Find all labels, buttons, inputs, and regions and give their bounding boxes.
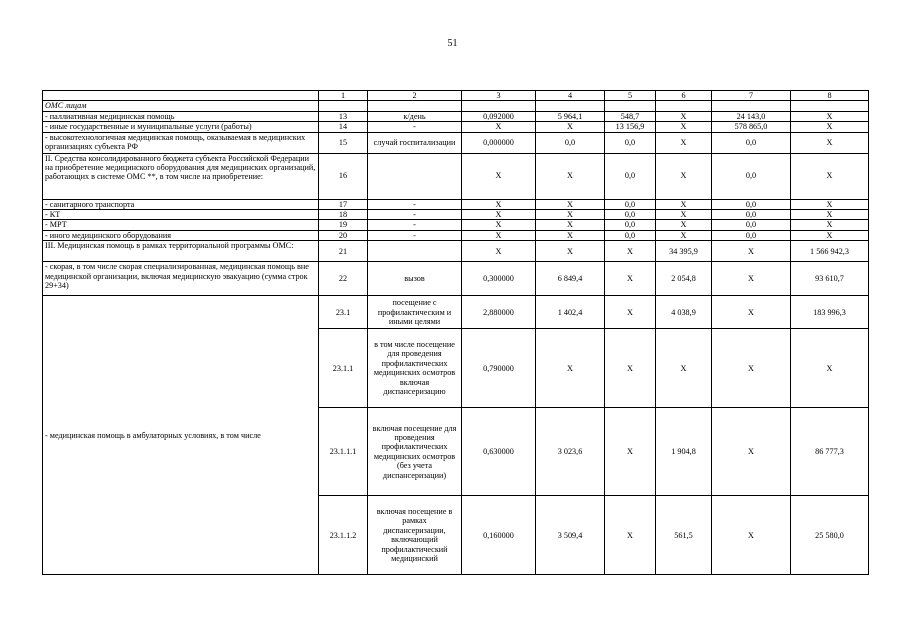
cell-c4: 5 964,1 xyxy=(536,111,605,121)
cell-unit: случай госпитализации xyxy=(368,132,462,153)
header-cell: 5 xyxy=(605,91,656,101)
cell-c3: 0,160000 xyxy=(462,496,536,575)
row-label: - паллиативная медицинская помощь xyxy=(43,111,319,121)
cell-c5: X xyxy=(605,262,656,296)
cell-c3: X xyxy=(462,199,536,209)
cell-c3: 0,092000 xyxy=(462,111,536,121)
cell-c3: 0,790000 xyxy=(462,329,536,408)
table-row-outpatient xyxy=(43,296,869,329)
cell-c5: 0,0 xyxy=(605,199,656,209)
cell-c7: X xyxy=(712,296,791,329)
financial-table xyxy=(42,90,869,575)
page-number: 51 xyxy=(447,38,458,49)
cell-num: 20 xyxy=(319,230,368,240)
row-label: - иные государственные и муниципальные услуги (работы) xyxy=(43,122,319,132)
table-row xyxy=(43,199,869,209)
cell-c8: X xyxy=(791,230,869,240)
row-label: - КТ xyxy=(43,210,319,220)
cell-c7: 0,0 xyxy=(712,220,791,230)
cell-num: 19 xyxy=(319,220,368,230)
row-label: III. Медицинская помощь в рамках территориальной программы ОМС: xyxy=(43,241,319,262)
outpatient-label: - медицинская помощь в амбулаторных условиях, в том числе xyxy=(43,296,319,575)
cell-c3: X xyxy=(462,241,536,262)
cell-c5: 548,7 xyxy=(605,111,656,121)
table-row xyxy=(43,262,869,296)
cell-c6: 34 395,9 xyxy=(656,241,712,262)
header-cell: 6 xyxy=(656,91,712,101)
cell-num: 13 xyxy=(319,111,368,121)
cell-num: 23.1.1.2 xyxy=(319,496,368,575)
cell-unit: посещение с профилактическим и иными целями xyxy=(368,296,462,329)
cell-c5: X xyxy=(605,329,656,408)
cell-c6: 2 054,8 xyxy=(656,262,712,296)
header-cell: 8 xyxy=(791,91,869,101)
cell-c8: 93 610,7 xyxy=(791,262,869,296)
cell-unit: включая посещение для проведения профилактических медицинских осмотров (без учета диспансеризации) xyxy=(368,408,462,496)
table-row xyxy=(43,220,869,230)
cell-c8: X xyxy=(791,132,869,153)
table-row xyxy=(43,241,869,262)
cell-c3: X xyxy=(462,220,536,230)
cell-c8: X xyxy=(791,199,869,209)
header-cell-empty xyxy=(43,91,319,101)
header-cell: 1 xyxy=(319,91,368,101)
cell-c8: X xyxy=(791,111,869,121)
cell-c3: 0,000000 xyxy=(462,132,536,153)
cell-c6: 4 038,9 xyxy=(656,296,712,329)
cell-c5: X xyxy=(605,496,656,575)
cell-c6: X xyxy=(656,220,712,230)
cell-num: 23.1.1 xyxy=(319,329,368,408)
cell-unit: - xyxy=(368,220,462,230)
row-label: - иного медицинского оборудования xyxy=(43,230,319,240)
cell-c6: X xyxy=(656,132,712,153)
row-label: - МРТ xyxy=(43,220,319,230)
cell-c4: X xyxy=(536,220,605,230)
cell-c5: 0,0 xyxy=(605,132,656,153)
cell-unit xyxy=(368,241,462,262)
table-row xyxy=(43,210,869,220)
cell-c4: 3 509,4 xyxy=(536,496,605,575)
cell-c5: 0,0 xyxy=(605,153,656,199)
header-cell: 4 xyxy=(536,91,605,101)
cell-c4: 0,0 xyxy=(536,132,605,153)
cell-num: 23.1 xyxy=(319,296,368,329)
header-cell: 2 xyxy=(368,91,462,101)
cell-c8: 1 566 942,3 xyxy=(791,241,869,262)
cell-c4: 1 402,4 xyxy=(536,296,605,329)
section-row xyxy=(43,101,869,111)
cell-c5: 0,0 xyxy=(605,230,656,240)
row-label: II. Средства консолидированного бюджета субъекта Российской Федерации на приобретение медицинского оборудования для медицинских организаций, работающих в системе ОМС **, в том числе на приобретение: xyxy=(43,153,319,199)
cell-c6: 561,5 xyxy=(656,496,712,575)
cell-unit: - xyxy=(368,122,462,132)
cell-c3: 2,880000 xyxy=(462,296,536,329)
cell-c5: X xyxy=(605,241,656,262)
cell-c7: X xyxy=(712,262,791,296)
cell-c5: 0,0 xyxy=(605,220,656,230)
cell-c7: X xyxy=(712,241,791,262)
cell-num: 16 xyxy=(319,153,368,199)
cell-num: 23.1.1.1 xyxy=(319,408,368,496)
cell-num: 21 xyxy=(319,241,368,262)
cell-c6: X xyxy=(656,230,712,240)
cell-c8: 86 777,3 xyxy=(791,408,869,496)
header-cell: 7 xyxy=(712,91,791,101)
cell-c7: X xyxy=(712,329,791,408)
cell-unit: к/день xyxy=(368,111,462,121)
cell-c6: 1 904,8 xyxy=(656,408,712,496)
cell-c4: X xyxy=(536,210,605,220)
cell-unit: в том числе посещение для проведения профилактических медицинских осмотров включая диспансеризацию xyxy=(368,329,462,408)
cell-c5: 0,0 xyxy=(605,210,656,220)
cell-num: 22 xyxy=(319,262,368,296)
cell-unit xyxy=(368,153,462,199)
cell-c3: 0,630000 xyxy=(462,408,536,496)
row-label: - высокотехнологичная медицинская помощь, оказываемая в медицинских организациях субъекта РФ xyxy=(43,132,319,153)
cell-c8: X xyxy=(791,329,869,408)
table-row xyxy=(43,230,869,240)
cell-c4: X xyxy=(536,241,605,262)
cell-c6: X xyxy=(656,210,712,220)
cell-c3: X xyxy=(462,122,536,132)
cell-c8: X xyxy=(791,220,869,230)
cell-c7: 0,0 xyxy=(712,199,791,209)
cell-c6: X xyxy=(656,199,712,209)
cell-c8: 25 580,0 xyxy=(791,496,869,575)
cell-num: 14 xyxy=(319,122,368,132)
cell-c7: 0,0 xyxy=(712,153,791,199)
cell-c3: X xyxy=(462,153,536,199)
cell-c5: 13 156,9 xyxy=(605,122,656,132)
row-label: - санитарного транспорта xyxy=(43,199,319,209)
cell-c4: X xyxy=(536,329,605,408)
table-row xyxy=(43,111,869,121)
cell-c8: X xyxy=(791,122,869,132)
cell-unit: включая посещение в рамках диспансеризации, включающий профилактический медицинский xyxy=(368,496,462,575)
cell-unit: - xyxy=(368,230,462,240)
cell-c3: 0,300000 xyxy=(462,262,536,296)
cell-c3: X xyxy=(462,210,536,220)
cell-c7: X xyxy=(712,496,791,575)
cell-c6: X xyxy=(656,329,712,408)
cell-num: 15 xyxy=(319,132,368,153)
cell-num: 18 xyxy=(319,210,368,220)
cell-c7: 0,0 xyxy=(712,230,791,240)
cell-c7: 578 865,0 xyxy=(712,122,791,132)
cell-c4: X xyxy=(536,199,605,209)
cell-c6: X xyxy=(656,122,712,132)
cell-c3: X xyxy=(462,230,536,240)
cell-c7: 24 143,0 xyxy=(712,111,791,121)
cell-num: 17 xyxy=(319,199,368,209)
header-row xyxy=(43,91,869,101)
cell-c4: 3 023,6 xyxy=(536,408,605,496)
cell-c8: X xyxy=(791,153,869,199)
header-cell: 3 xyxy=(462,91,536,101)
cell-c5: X xyxy=(605,408,656,496)
cell-c7: X xyxy=(712,408,791,496)
cell-c4: X xyxy=(536,122,605,132)
cell-unit: вызов xyxy=(368,262,462,296)
cell-c5: X xyxy=(605,296,656,329)
cell-c4: X xyxy=(536,153,605,199)
cell-c7: 0,0 xyxy=(712,132,791,153)
section-label: ОМС лицам xyxy=(43,101,319,111)
cell-c4: X xyxy=(536,230,605,240)
table-row xyxy=(43,132,869,153)
cell-c6: X xyxy=(656,111,712,121)
cell-c8: X xyxy=(791,210,869,220)
table-row xyxy=(43,153,869,199)
cell-c7: 0,0 xyxy=(712,210,791,220)
cell-unit: - xyxy=(368,199,462,209)
table-row xyxy=(43,122,869,132)
cell-c6: X xyxy=(656,153,712,199)
cell-unit: - xyxy=(368,210,462,220)
cell-c4: 6 849,4 xyxy=(536,262,605,296)
cell-c8: 183 996,3 xyxy=(791,296,869,329)
row-label: - скорая, в том числе скорая специализированная, медицинская помощь вне медицинской организации, включая медицинскую эвакуацию (сумма строк 29+34) xyxy=(43,262,319,296)
